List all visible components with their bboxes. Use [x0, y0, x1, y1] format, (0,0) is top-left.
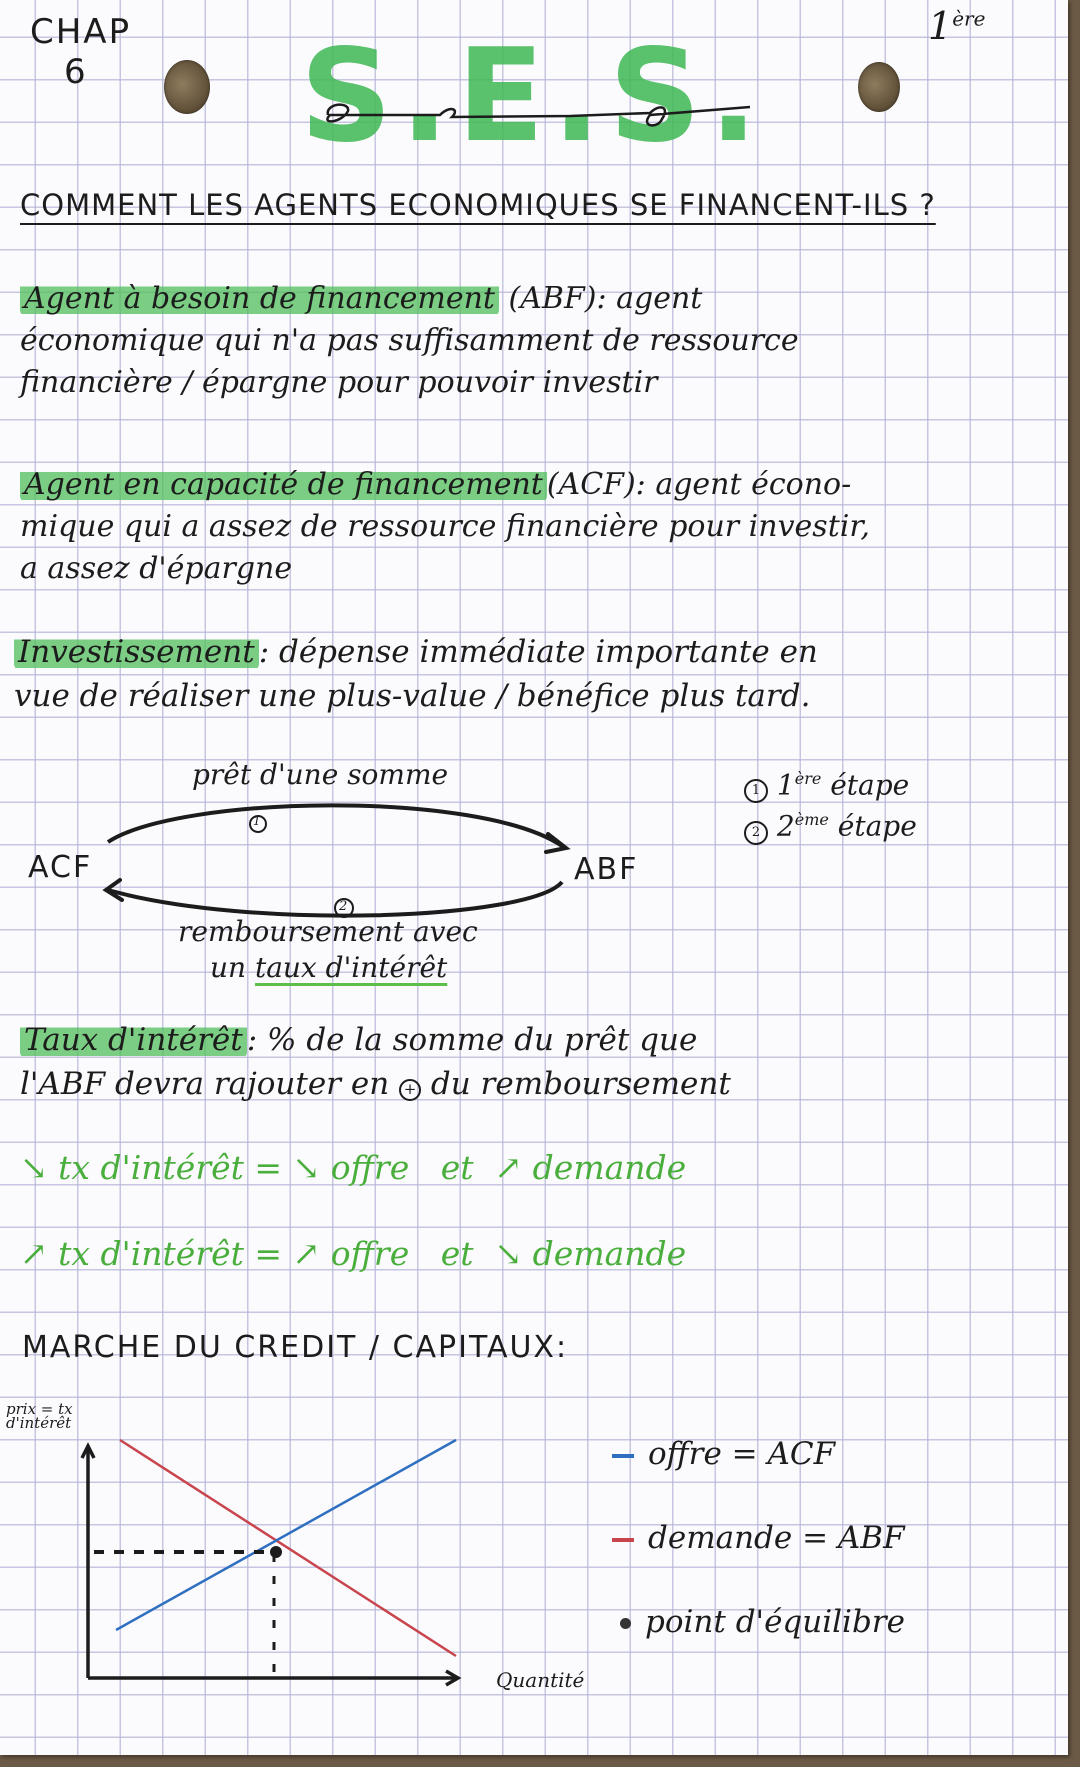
- binder-hole-right: [858, 62, 900, 112]
- flow-top-label: prêt d'une somme: [192, 758, 449, 791]
- step-label: étape: [830, 768, 910, 802]
- arrow-up-icon: ↗: [494, 1148, 523, 1187]
- legend-item-offre: [612, 1410, 905, 1498]
- definition-abf: [20, 278, 799, 404]
- subject-script-underline: [320, 95, 750, 135]
- step-ordinal-suffix: ère: [794, 769, 822, 788]
- flow-bottom-label-underlined: taux d'intérêt: [254, 951, 448, 984]
- market-title: MARCHE DU CREDIT / CAPITAUX:: [22, 1330, 569, 1365]
- chart-legend: [612, 1410, 905, 1666]
- step-legend-item: [744, 803, 917, 844]
- step-label: étape: [837, 809, 917, 843]
- flow-bottom-label-prefix: un: [210, 951, 247, 984]
- rule-demande: demande: [532, 1234, 687, 1273]
- flow-node-abf: ABF: [574, 852, 639, 887]
- plus-circle-icon: +: [399, 1079, 421, 1101]
- chart-xlabel: Quantité: [496, 1668, 585, 1692]
- arrow-up-icon: ↗: [292, 1234, 321, 1273]
- rule-left: tx d'intérêt =: [58, 1234, 283, 1273]
- definition-text: financière / épargne pour pouvoir investir: [20, 365, 658, 400]
- level-label: [928, 4, 985, 48]
- subject-title: S.E.S.: [300, 22, 766, 171]
- definition-text: : dépense immédiate importante en: [258, 634, 818, 670]
- step-ordinal: 2: [776, 809, 795, 843]
- definition-text: (ACF): agent écono-: [546, 467, 852, 502]
- rule-et: et: [440, 1234, 474, 1273]
- level-suffix: ère: [952, 6, 986, 31]
- step-number-badge: 2: [744, 821, 768, 845]
- chart-ylabel: [6, 1402, 96, 1430]
- legend-swatch-red: [612, 1538, 634, 1542]
- rule-et: et: [440, 1148, 474, 1187]
- chapter-number: 6: [64, 52, 88, 92]
- term-acf: Agent en capacité de financement: [20, 467, 547, 502]
- binder-hole-left: [164, 60, 210, 114]
- arrow-up-icon: ↗: [20, 1234, 48, 1273]
- rule-left: tx d'intérêt =: [58, 1148, 283, 1187]
- arrow-down-icon: ↘: [20, 1148, 48, 1187]
- level-number: 1: [928, 4, 953, 48]
- definition-investissement: [14, 630, 818, 718]
- chapter-label: CHAP: [30, 12, 132, 52]
- legend-item-equilibre: [612, 1578, 905, 1666]
- definition-text: (ABF): agent: [508, 281, 703, 316]
- rule-line-2: [20, 1234, 686, 1273]
- step-legend-item: [744, 762, 917, 803]
- definition-text: économique qui n'a pas suffisamment de ressource: [20, 323, 799, 358]
- definition-text: du remboursement: [430, 1066, 731, 1102]
- step-ordinal-suffix: ème: [794, 810, 829, 830]
- definition-text: l'ABF devra rajouter en: [20, 1066, 390, 1102]
- flow-bottom-label-line1: remboursement avec: [178, 915, 478, 948]
- rule-line-1: [20, 1148, 686, 1187]
- flow-bottom-label: [178, 914, 478, 986]
- flow-step-1: 1: [253, 814, 261, 828]
- definition-taux-interet: [20, 1018, 731, 1106]
- flow-step-2: 2: [339, 899, 348, 914]
- legend-dot-icon: [620, 1618, 631, 1629]
- legend-item-demande: [612, 1494, 905, 1582]
- term-taux-interet: Taux d'intérêt: [20, 1022, 247, 1058]
- market-chart: [70, 1440, 490, 1690]
- chart-ylabel-text: prix = tx d'intérêt: [6, 1400, 73, 1432]
- definition-text: : % de la somme du prêt que: [246, 1022, 698, 1058]
- term-abf: Agent à besoin de financement: [20, 281, 499, 316]
- term-investissement: Investissement: [14, 634, 259, 670]
- legend-swatch-blue: [612, 1454, 634, 1458]
- rule-offre: offre: [330, 1234, 410, 1273]
- step-ordinal: 1: [776, 768, 795, 802]
- flow-node-acf: ACF: [28, 850, 93, 885]
- definition-text: mique qui a assez de ressource financière pour investir,: [20, 509, 870, 544]
- legend-label: point d'équilibre: [645, 1604, 905, 1640]
- rule-offre: offre: [330, 1148, 410, 1187]
- step-number-badge: 1: [744, 779, 768, 803]
- definition-text: vue de réaliser une plus-value / bénéfice plus tard.: [14, 678, 811, 714]
- definition-acf: [20, 464, 870, 590]
- page-title: COMMENT LES AGENTS ECONOMIQUES SE FINANCENT-ILS ?: [20, 188, 936, 222]
- step-legend: [744, 762, 917, 845]
- arrow-down-icon: ↘: [292, 1148, 321, 1187]
- definition-text: a assez d'épargne: [20, 551, 293, 586]
- legend-label: offre = ACF: [648, 1436, 836, 1472]
- rule-demande: demande: [532, 1148, 687, 1187]
- arrow-down-icon: ↘: [494, 1234, 523, 1273]
- legend-label: demande = ABF: [648, 1520, 905, 1556]
